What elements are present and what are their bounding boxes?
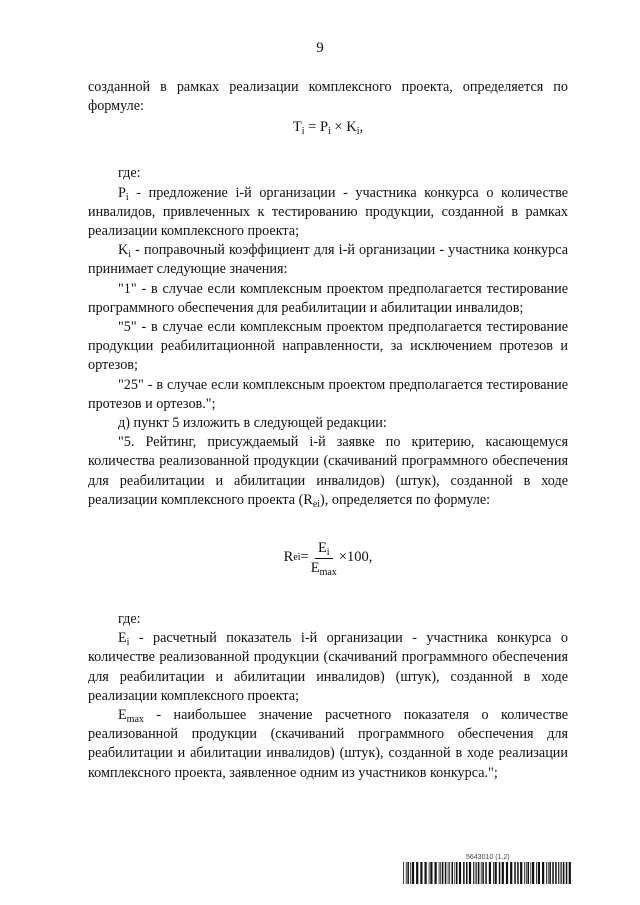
formula-ti: $T_i = P_i \times K_i$,	[292, 119, 364, 138]
formula-rei: R ei = $\frac{E_i}{E_{max}}$ ×100,	[283, 539, 373, 578]
definition-ei: $E_i$ - расчетный показатель i-й организации - участника конкурса о количестве реализованной продукции (скачиваний программного обеспечения для реабилитации и абилитации инвалидов) (штук), созданной в ходе реализации комплексного проекта;	[88, 630, 568, 704]
value-5: "5" - в случае если комплексным проектом предполагается тестирование продукции реабилитационной направленности, за исключением протезов и ортезов;	[88, 319, 568, 374]
page-number: 9	[316, 40, 324, 56]
document-body	[88, 78, 568, 783]
item-d: д) пункт 5 изложить в следующей редакции:	[118, 415, 387, 432]
where-label-1: где:	[118, 165, 141, 182]
definition-ki: $K_i$ - поправочный коэффициент для i-й организации - участника конкурса принимает следующие значения:	[88, 242, 568, 278]
fraction-numerator: $E_i$	[315, 540, 333, 559]
point-5-paragraph: "5. Рейтинг, присуждаемый i-й заявке по критерию, касающемуся количества реализованной продукции (скачиваний программного обеспечения для реабилитации и абилитации инвалидов) (штук), созданной в ходе реализации комплексного проекта $(R_{ei})$, определяется по формуле:	[88, 434, 568, 510]
fraction-denominator: $E_{max}$	[310, 559, 337, 578]
definition-emax: $E_{max}$ - наибольшее значение расчетного показателя о количестве реализованной продукции (скачиваний программного обеспечения для реабилитации и абилитации инвалидов) (штук), созданной в ходе реализации комплексного проекта, заявленное одним из участников конкурса.";	[88, 707, 568, 781]
definition-pi: $P_i$ - предложение i-й организации - участника конкурса о количестве инвалидов, привлеченных к тестированию продукции, созданной в рамках реализации комплексного проекта;	[88, 184, 568, 240]
intro-paragraph: созданной в рамках реализации комплексного проекта, определяется по формуле:	[88, 79, 568, 115]
value-1: "1" - в случае если комплексным проектом предполагается тестирование программного обеспечения для реабилитации и абилитации инвалидов;	[88, 280, 568, 316]
fraction	[311, 540, 337, 577]
where-label-2: где:	[118, 611, 141, 628]
barcode-icon	[403, 862, 571, 884]
document-stamp: 5643010 (1.2)	[466, 854, 510, 861]
value-25: "25" - в случае если комплексным проектом предполагается тестирование протезов и ортезов.";	[88, 376, 568, 412]
